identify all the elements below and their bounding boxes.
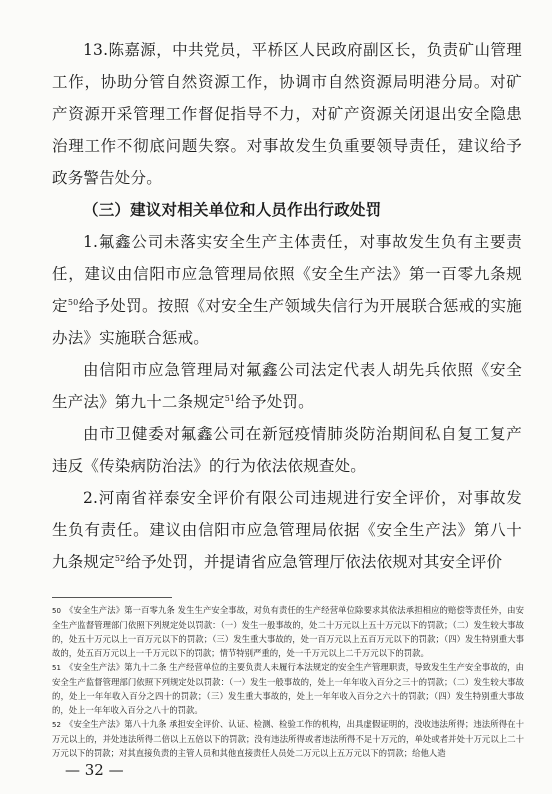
footnote-ref-52[interactable]: 52: [114, 553, 126, 563]
footnote-51: 51 《安全生产法》第九十二条 生产经营单位的主要负责人未履行本法规定的安全生产管理职责，导致发生生产安全事故的，由安全生产监督管理部门依照下列规定处以罚款：（一）发生一般事故的，处上一年年收入百分之三十的罚款；（二）发生较大事故的，处上一年年收入百分之四十的罚款；（三）发生重大事故的，处上一年年收入百分之六十的罚款；（四）发生特别重大事故的，处上一年年收入百分之八十的罚款。: [52, 662, 524, 715]
paragraph-legal-rep: 由信阳市应急管理局对氟鑫公司法定代表人胡先兵依照《安全生产法》第九十二条规定$^{51}$给予处罚。: [52, 361, 522, 411]
footnote-52: 52 《安全生产法》第八十九条 承担安全评价、认证、检测、检验工作的机构，出具虚假证明的，没收违法所得；违法所得在十万元以上的，并处违法所得二倍以上五倍以下的罚款；没有违法所得或者违法所得不足十万元的，单处或者并处十万元以上二十万元以下的罚款；对其直接负责的主管人员和其他直接责任人员处二万元以上五万元以下的罚款；给他人造: [52, 719, 524, 758]
footnote-50: 50 《安全生产法》第一百零九条 发生生产安全事故，对负有责任的生产经营单位除要求其依法承担相应的赔偿等责任外，由安全生产监督管理部门依照下列规定处以罚款：（一）发生一般事故的，处二十万元以上五十万元以下的罚款；（二）发生较大事故的，处五十万元以上一百万元以下的罚款；（三）发生重大事故的，处一百万元以上五百万元以下的罚款；（四）发生特别重大事故的，处五百万元以上一千万元以下的罚款；情节特别严重的，处一千万元以上二千万元以下的罚款。: [52, 605, 524, 658]
footnotes: [52, 603, 524, 760]
section-heading: （三）建议对相关单位和人员作出行政处罚: [83, 200, 382, 219]
footnote-ref-50[interactable]: 50: [67, 297, 79, 307]
paragraph-health: 由市卫健委对氟鑫公司在新冠疫情肺炎防治期间私自复工复产违反《传染病防治法》的行为依法依规查处。: [52, 425, 522, 475]
paragraph-2: 2.河南省祥泰安全评价有限公司违规进行安全评价，对事故发生负有责任。建议由信阳市应急管理局依据《安全生产法》第八十九条规定$^{52}$给予处罚，并提请省应急管理厅依法依规对其安全评价: [52, 489, 522, 571]
paragraph-13: 13.陈嘉源，中共党员，平桥区人民政府副区长，负责矿山管理工作，协助分管自然资源工作，协调市自然资源局明港分局。对矿产资源开采管理工作督促指导不力，对矿产资源关闭退出安全隐患治理工作不彻底问题失察。对事故发生负重要领导责任，建议给予政务警告处分。: [52, 41, 522, 187]
paragraph-1: 1.氟鑫公司未落实安全生产主体责任，对事故发生负有主要责任，建议由信阳市应急管理局依照《安全生产法》第一百零九条规定$^{50}$给予处罚。按照《对安全生产领域失信行为开展联合惩戒的实施办法》实施联合惩戒。: [52, 233, 522, 347]
footnote-ref-51[interactable]: 51: [224, 393, 236, 403]
footnote-divider: [52, 597, 172, 598]
body-text: [52, 34, 522, 578]
page-number: — 32 —: [65, 761, 124, 779]
